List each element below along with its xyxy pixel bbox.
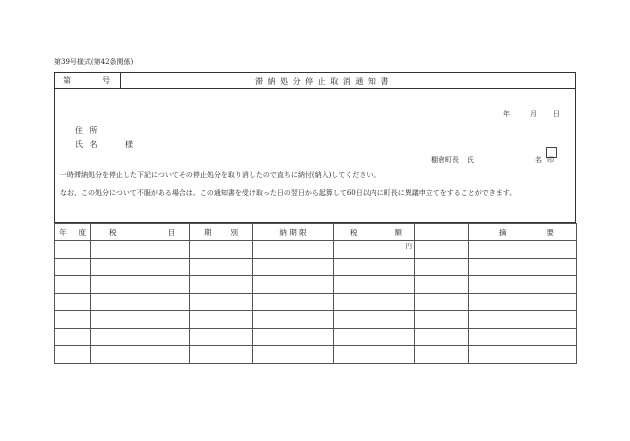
town-head-label: 棚倉町長 <box>431 156 459 164</box>
date-day: 日 <box>553 110 560 118</box>
issuer-name-suffix: 名 <box>535 156 542 164</box>
header-tax-item: 税 目 <box>91 224 190 241</box>
table-header-row <box>55 224 577 241</box>
table-row <box>55 241 577 259</box>
table-row <box>55 328 577 346</box>
table-row <box>55 276 577 294</box>
header-due-date: 納 期 限 <box>253 224 334 241</box>
table-row <box>55 258 577 276</box>
tax-details-table <box>54 223 577 364</box>
header-amount: 税 額 <box>334 224 415 241</box>
issuer-name-label: 氏 <box>467 156 474 164</box>
date-year: 年 <box>503 110 510 118</box>
table-row <box>55 311 577 329</box>
table-row <box>55 346 577 364</box>
header-period: 期 別 <box>190 224 253 241</box>
name-label: 氏 名 <box>75 140 100 149</box>
seal-mark: 印 <box>547 156 554 164</box>
address-label: 住 所 <box>75 126 100 135</box>
date-month: 月 <box>530 110 537 118</box>
notice-body <box>54 88 576 223</box>
header-band <box>54 72 576 89</box>
number-label-left: 第 <box>63 76 71 85</box>
header-remarks: 摘 要 <box>469 224 577 241</box>
amount-currency-unit: 円 <box>334 241 415 259</box>
number-cell <box>55 72 121 89</box>
number-label-right: 号 <box>102 76 110 85</box>
notice-line-2: なお、この処分について不服がある場合は、この通知書を受け取った日の翌日から起算して60日以内に町長に異議申立てをすることができます。 <box>60 189 517 197</box>
document-title: 滞 納 処 分 停 止 取 消 通 知 書 <box>255 77 390 86</box>
header-blank <box>415 224 469 241</box>
form-number-label: 第39号様式(第42条関係) <box>54 58 134 66</box>
notice-line-1: 一時滞納処分を停止した下記についてその停止処分を取り消したので直ちに納付(納入)してください。 <box>60 171 381 179</box>
honorific-sama: 様 <box>125 140 133 149</box>
header-year: 年 度 <box>55 224 91 241</box>
table-row <box>55 293 577 311</box>
